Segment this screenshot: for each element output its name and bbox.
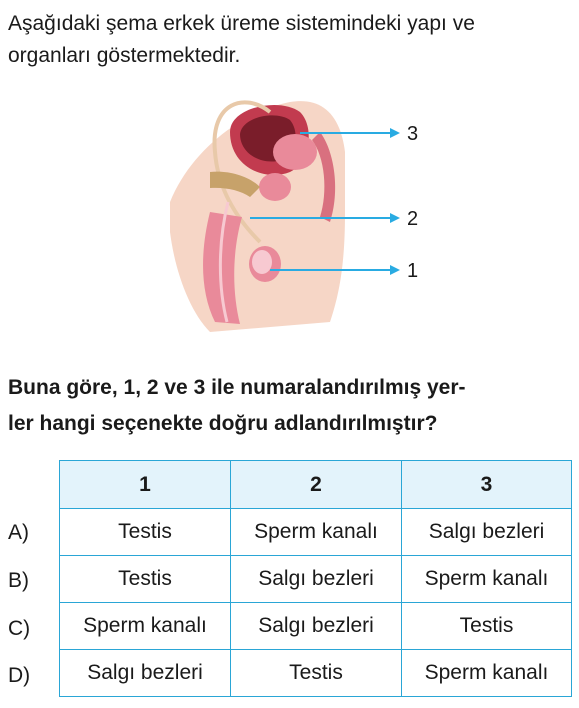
cell-a-3: Salgı bezleri (402, 509, 572, 556)
cell-c-1: Sperm kanalı (60, 603, 231, 650)
reproductive-system-diagram (170, 92, 440, 342)
table-row-b[interactable] (60, 556, 572, 603)
intro-line-2: organları göstermektedir. (8, 44, 241, 67)
table-row-d[interactable] (60, 650, 572, 697)
cell-b-3: Sperm kanalı (402, 556, 572, 603)
arrow-3-head (390, 128, 400, 138)
prostate-shape (259, 173, 291, 201)
table-row-a[interactable] (60, 509, 572, 556)
table-header-row (60, 461, 572, 509)
header-col-2: 2 (231, 461, 402, 509)
arrow-2-head (390, 213, 400, 223)
table-row-c[interactable] (60, 603, 572, 650)
cell-b-2: Salgı bezleri (231, 556, 402, 603)
option-d-letter[interactable]: D) (8, 664, 31, 687)
cell-c-3: Testis (402, 603, 572, 650)
question-line-1: Buna göre, 1, 2 ve 3 ile numaralandırılmış yer- (8, 376, 466, 399)
label-3: 3 (407, 123, 419, 145)
intro-text (8, 8, 573, 72)
cell-d-3: Sperm kanalı (402, 650, 572, 697)
option-b-letter[interactable]: B) (8, 569, 29, 592)
option-a-letter[interactable]: A) (8, 521, 29, 544)
cell-d-1: Salgı bezleri (60, 650, 231, 697)
header-col-1: 1 (60, 461, 231, 509)
arrow-1-head (390, 265, 400, 275)
cell-b-1: Testis (60, 556, 231, 603)
question-text (8, 370, 573, 442)
testis-inner (252, 250, 272, 274)
label-2: 2 (407, 208, 419, 230)
header-col-3: 3 (402, 461, 572, 509)
gland-shape (273, 134, 317, 170)
label-1: 1 (407, 260, 419, 282)
cell-c-2: Salgı bezleri (231, 603, 402, 650)
option-c-letter[interactable]: C) (8, 617, 31, 640)
diagram-svg (170, 92, 440, 342)
intro-line-1: Aşağıdaki şema erkek üreme sistemindeki yapı ve (8, 12, 475, 35)
cell-d-2: Testis (231, 650, 402, 697)
cell-a-2: Sperm kanalı (231, 509, 402, 556)
cell-a-1: Testis (60, 509, 231, 556)
answer-table (59, 460, 572, 697)
question-line-2: ler hangi seçenekte doğru adlandırılmıştır? (8, 412, 438, 435)
